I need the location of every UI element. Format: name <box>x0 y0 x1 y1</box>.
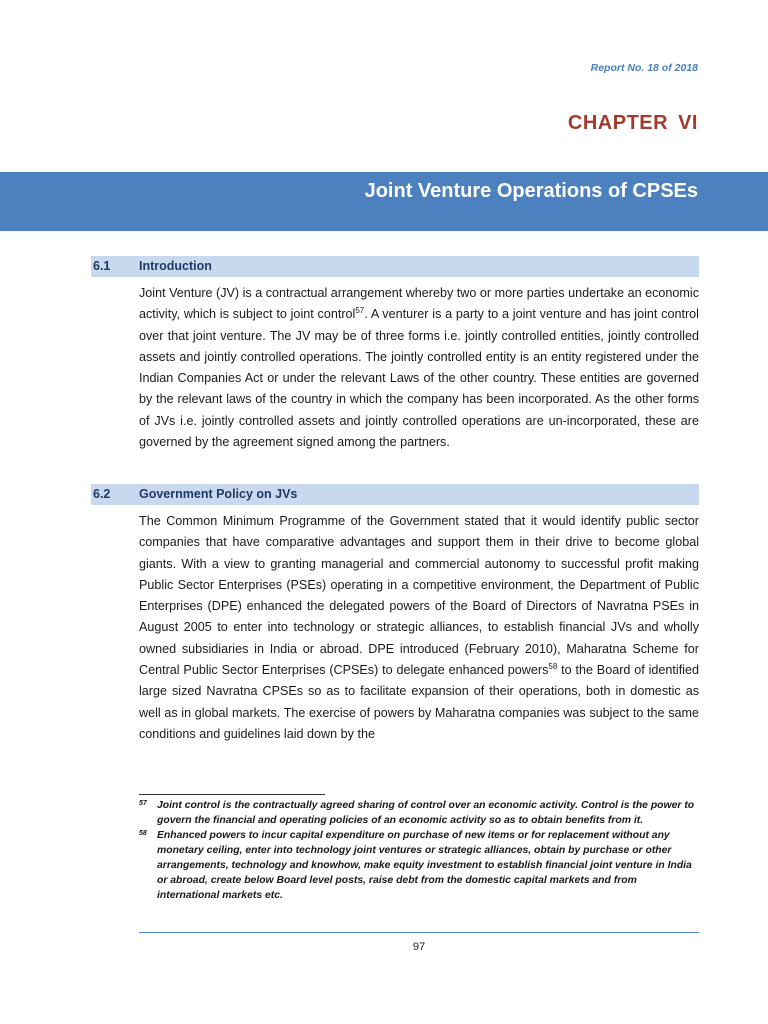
footnote-marker: 58 <box>139 830 147 837</box>
section-title: Government Policy on JVs <box>139 487 298 501</box>
footnote-separator <box>139 794 325 795</box>
footnote-ref-58[interactable]: 58 <box>548 661 558 671</box>
chapter-number: VI <box>678 112 698 134</box>
section-title: Introduction <box>139 259 212 273</box>
report-number: Report No. 18 of 2018 <box>590 62 698 74</box>
footnote-text: Enhanced powers to incur capital expenditure on purchase of new items or for replacement without any monetary ceiling, enter into technology joint ventures or strategic alliances, obtain by purchase or other arrangements, technology and knowhow, make equity investment to establish financial joint venture in India or abroad, create below Board level posts, raise debt from the domestic capital markets and from international markets etc. <box>157 830 692 901</box>
footnotes <box>139 798 699 903</box>
footnote-57 <box>139 798 699 828</box>
footnote-text: Joint control is the contractually agreed sharing of control over an economic activity. Control is the power to govern the financial and operating policies of an economic activity so as to obtain benefits from it. <box>157 800 695 826</box>
section-number: 6.2 <box>93 487 111 501</box>
section-heading-6-2 <box>91 484 699 505</box>
chapter-title: Joint Venture Operations of CPSEs <box>364 180 698 202</box>
page-number: 97 <box>412 941 426 953</box>
section-number: 6.1 <box>93 259 111 273</box>
chapter-label: CHAPTER <box>567 112 669 134</box>
section-6-2-paragraph: The Common Minimum Programme of the Government stated that it would identify public sector companies that have comparative advantages and support them in their drive to become global giants. With a view to granting managerial and commercial autonomy to successful profit making Public Sector Enterprises (PSEs) operating in a competitive environment, the Department of Public Enterprises (DPE) enhanced the delegated powers of the Board of Directors of Navratna PSEs in August 2005 to enter into technology or strategic alliances, to establish financial JVs and wholly owned subsidiaries in India or abroad. DPE introduced (February 2010), Maharatna Scheme for Central Public Sector Enterprises (CPSEs) to delegate enhanced powers$^{58}$ to the Board of identified large sized Navratna CPSEs so as to facilitate expansion of their operations, both in domestic as well as in global markets. The exercise of powers by Maharatna companies was subject to the same conditions and guidelines laid down by the <box>139 514 699 741</box>
chapter-heading <box>568 112 698 135</box>
footer-rule <box>139 932 699 933</box>
section-6-1-paragraph: Joint Venture (JV) is a contractual arrangement whereby two or more parties undertake an economic activity, which is subject to joint control$^{57}$. A venturer is a party to a joint venture and has joint control over that joint venture. The JV may be of three forms i.e. jointly controlled entities, jointly controlled assets and jointly controlled operations. The jointly controlled entity is an entity registered under the Indian Companies Act or under the relevant Laws of the other country. These entities are governed by the relevant laws of the country in which the company has been incorporated. As the other forms of JVs i.e. jointly controlled assets and jointly controlled operations are un-incorporated, these are governed by the agreement signed among the partners. <box>139 286 700 450</box>
footnote-ref-57[interactable]: 57 <box>355 306 365 316</box>
section-heading-6-1 <box>91 256 699 277</box>
footnote-marker: 57 <box>139 800 147 807</box>
footnote-58 <box>139 828 699 903</box>
